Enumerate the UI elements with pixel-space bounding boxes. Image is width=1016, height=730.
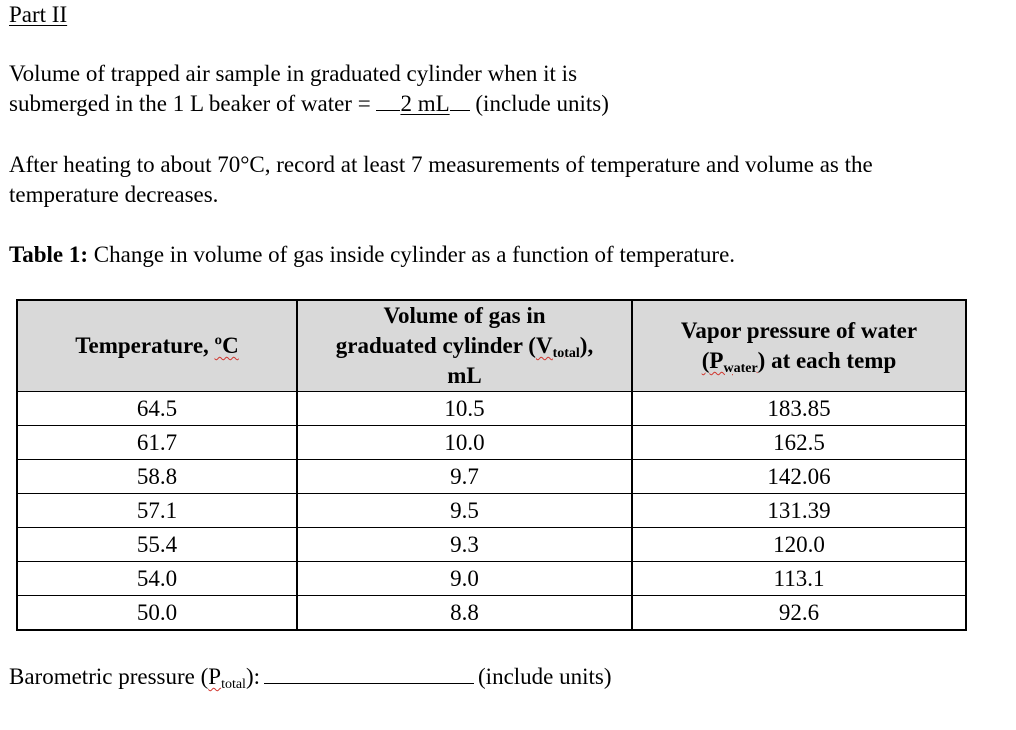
caption-label: Table 1: [9, 242, 89, 267]
cell-volume: 9.0 [297, 562, 632, 596]
table-caption [9, 240, 1009, 270]
cell-vapor-pressure: 131.39 [632, 494, 966, 528]
header-vapor-line1: Vapor pressure of water [680, 318, 918, 343]
cell-temperature: 54.0 [17, 562, 297, 596]
header-volume [297, 300, 632, 392]
table-row [17, 562, 966, 596]
cell-vapor-pressure: 120.0 [632, 528, 966, 562]
part-title: Part II [9, 2, 68, 27]
cell-volume: 10.0 [297, 426, 632, 460]
answer-blank-pre [376, 90, 400, 111]
cell-temperature: 57.1 [17, 494, 297, 528]
header-temperature [17, 300, 297, 392]
barometric-label: Barometric pressure ( [9, 664, 209, 689]
cell-temperature: 61.7 [17, 426, 297, 460]
header-temperature-unit: ºC [214, 333, 239, 358]
caption-text: Change in volume of gas inside cylinder as a function of temperature. [88, 242, 736, 267]
cell-vapor-pressure: 92.6 [632, 596, 966, 631]
cell-volume: 9.7 [297, 460, 632, 494]
cell-temperature: 50.0 [17, 596, 297, 631]
header-volume-line1: Volume of gas in [383, 303, 546, 328]
header-volume-close: ), [579, 333, 594, 358]
table-header-row [17, 300, 966, 392]
table-row [17, 460, 966, 494]
barometric-symbol: $P_{total}$ [208, 664, 246, 692]
volume-units-note: (include units) [469, 91, 609, 116]
answer-blank-post [450, 90, 470, 111]
volume-answer: 2 mL [400, 91, 450, 116]
table-row [17, 596, 966, 631]
table-row [17, 392, 966, 426]
header-volume-symbol: $V_{total}$ [535, 333, 580, 361]
header-temperature-label: Temperature, [75, 333, 215, 358]
instruction-line2: temperature decreases. [9, 182, 219, 207]
cell-vapor-pressure: 162.5 [632, 426, 966, 460]
cell-vapor-pressure: 142.06 [632, 460, 966, 494]
header-volume-line2: graduated cylinder ( [335, 333, 536, 358]
cell-volume: 9.5 [297, 494, 632, 528]
table-row [17, 426, 966, 460]
table-row [17, 494, 966, 528]
instruction-line1: After heating to about 70°C, record at least 7 measurements of temperature and volume as the [9, 152, 873, 177]
cell-volume: 8.8 [297, 596, 632, 631]
header-volume-unit: mL [447, 363, 482, 388]
barometric-blank[interactable] [264, 663, 474, 684]
volume-prompt-line1: Volume of trapped air sample in graduated cylinder when it is [9, 61, 578, 86]
cell-vapor-pressure: 113.1 [632, 562, 966, 596]
cell-volume: 9.3 [297, 528, 632, 562]
header-vapor-line2: ) at each temp [757, 348, 897, 373]
cell-volume: 10.5 [297, 392, 632, 426]
table-row [17, 528, 966, 562]
cell-vapor-pressure: 183.85 [632, 392, 966, 426]
barometric-label-close: ): [245, 664, 261, 689]
volume-prompt [9, 59, 1009, 119]
data-table [16, 299, 967, 631]
cell-temperature: 58.8 [17, 460, 297, 494]
barometric-units-note: (include units) [478, 664, 612, 689]
barometric-pressure-line [9, 662, 612, 692]
header-vapor-pressure [632, 300, 966, 392]
header-vapor-symbol: ($P_{water}$ [701, 348, 758, 376]
instruction-text [9, 150, 1009, 210]
cell-temperature: 64.5 [17, 392, 297, 426]
volume-prompt-line2: submerged in the 1 L beaker of water = [9, 91, 377, 116]
cell-temperature: 55.4 [17, 528, 297, 562]
